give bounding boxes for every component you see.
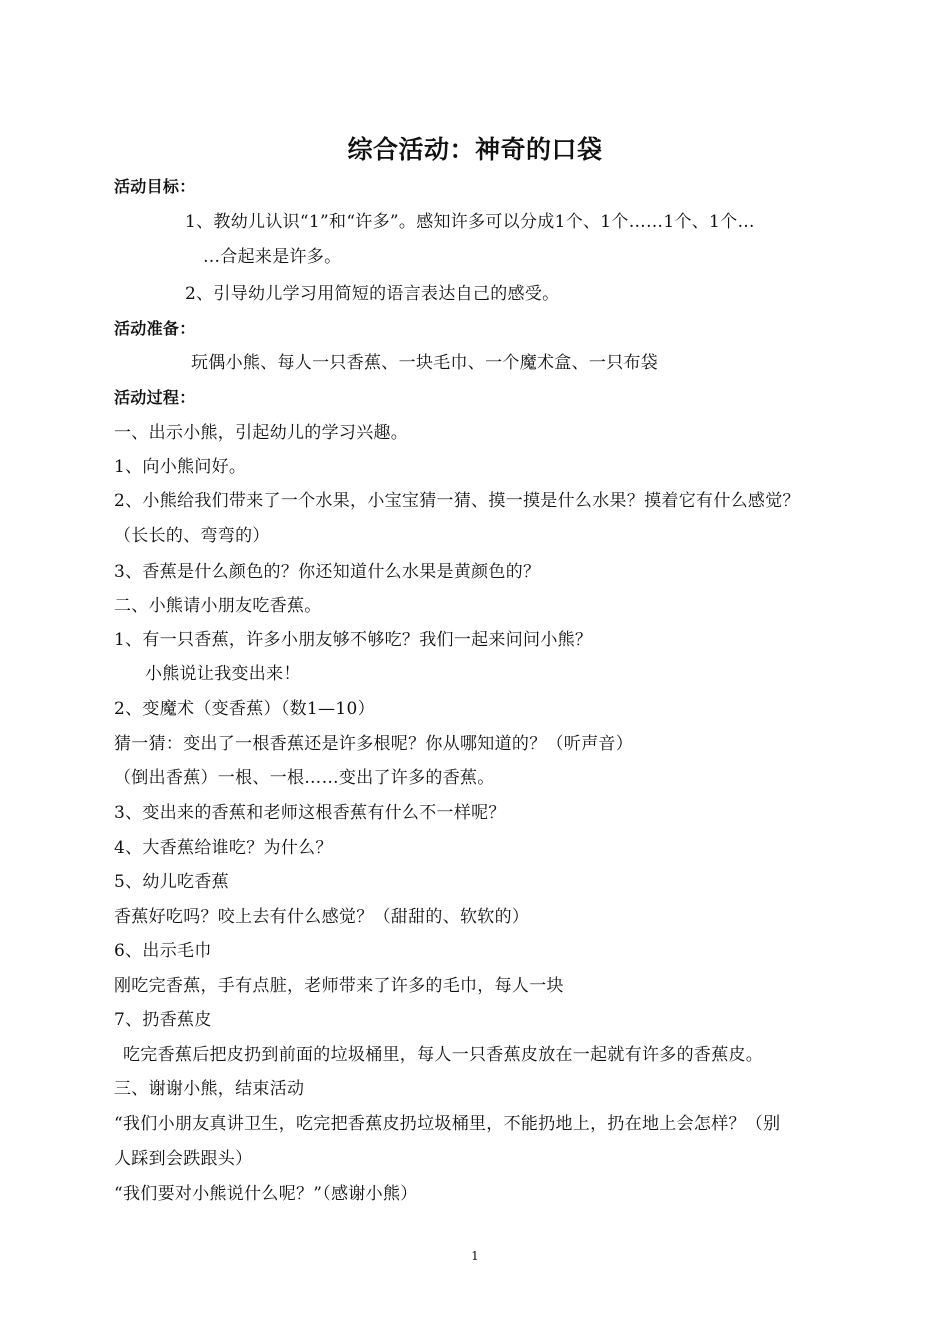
process-line: 一、出示小熊，引起幼儿的学习兴趣。	[114, 423, 409, 443]
process-line: （倒出香蕉）一根、一根……变出了许多的香蕉。	[114, 768, 495, 788]
process-line: “我们要对小熊说什么呢？”（感谢小熊）	[114, 1184, 418, 1204]
process-line: 2、小熊给我们带来了一个水果，小宝宝猜一猜、摸一摸是什么水果？摸着它有什么感觉？	[114, 491, 800, 511]
process-line: 3、香蕉是什么颜色的？你还知道什么水果是黄颜色的？	[114, 562, 541, 582]
process-line: 三、谢谢小熊，结束活动	[114, 1079, 305, 1099]
process-line: 2、变魔术（变香蕉）（数1—10）	[114, 699, 375, 719]
document-title: 综合活动：神奇的口袋	[347, 135, 603, 164]
process-line: 刚吃完香蕉，手有点脏，老师带来了许多的毛巾，每人一块	[114, 976, 564, 996]
process-line: 二、小熊请小朋友吃香蕉。	[114, 596, 322, 616]
process-line: （长长的、弯弯的）	[114, 526, 270, 546]
process-line: 香蕉好吃吗？咬上去有什么感觉？（甜甜的、软软的）	[114, 907, 530, 927]
goal-item-1-continued: …合起来是许多。	[203, 247, 342, 267]
process-line: “我们小朋友真讲卫生，吃完把香蕉皮扔垃圾桶里，不能扔地上，扔在地上会怎样？（别	[114, 1114, 781, 1134]
process-line: 6、出示毛巾	[114, 941, 212, 961]
process-line: 猜一猜：变出了一根香蕉还是许多根呢？你从哪知道的？（听声音）	[114, 734, 633, 754]
process-line: 1、有一只香蕉，许多小朋友够不够吃？我们一起来问问小熊？	[114, 630, 593, 650]
process-line: 小熊说让我变出来！	[145, 664, 301, 684]
process-line: 1、向小熊问好。	[114, 457, 247, 477]
process-line: 吃完香蕉后把皮扔到前面的垃圾桶里，每人一只香蕉皮放在一起就有许多的香蕉皮。	[123, 1045, 764, 1065]
prep-heading: 活动准备：	[114, 319, 196, 338]
page-number: 1	[471, 1249, 479, 1263]
process-heading: 活动过程：	[114, 388, 196, 407]
process-line: 3、变出来的香蕉和老师这根香蕉有什么不一样呢？	[114, 803, 506, 823]
process-line: 4、大香蕉给谁吃？为什么？	[114, 838, 333, 858]
process-line: 5、幼儿吃香蕉	[114, 872, 229, 892]
goal-item-1: 1、教幼儿认识“1”和“许多”。感知许多可以分成1个、1个……1个、1个…	[185, 212, 755, 232]
prep-text: 玩偶小熊、每人一只香蕉、一块毛巾、一个魔术盒、一只布袋	[191, 353, 659, 373]
process-line: 人踩到会跌跟头）	[114, 1149, 253, 1169]
goals-heading: 活动目标：	[114, 177, 196, 196]
process-line: 7、扔香蕉皮	[114, 1010, 212, 1030]
goal-item-2: 2、引导幼儿学习用简短的语言表达自己的感受。	[185, 284, 560, 304]
